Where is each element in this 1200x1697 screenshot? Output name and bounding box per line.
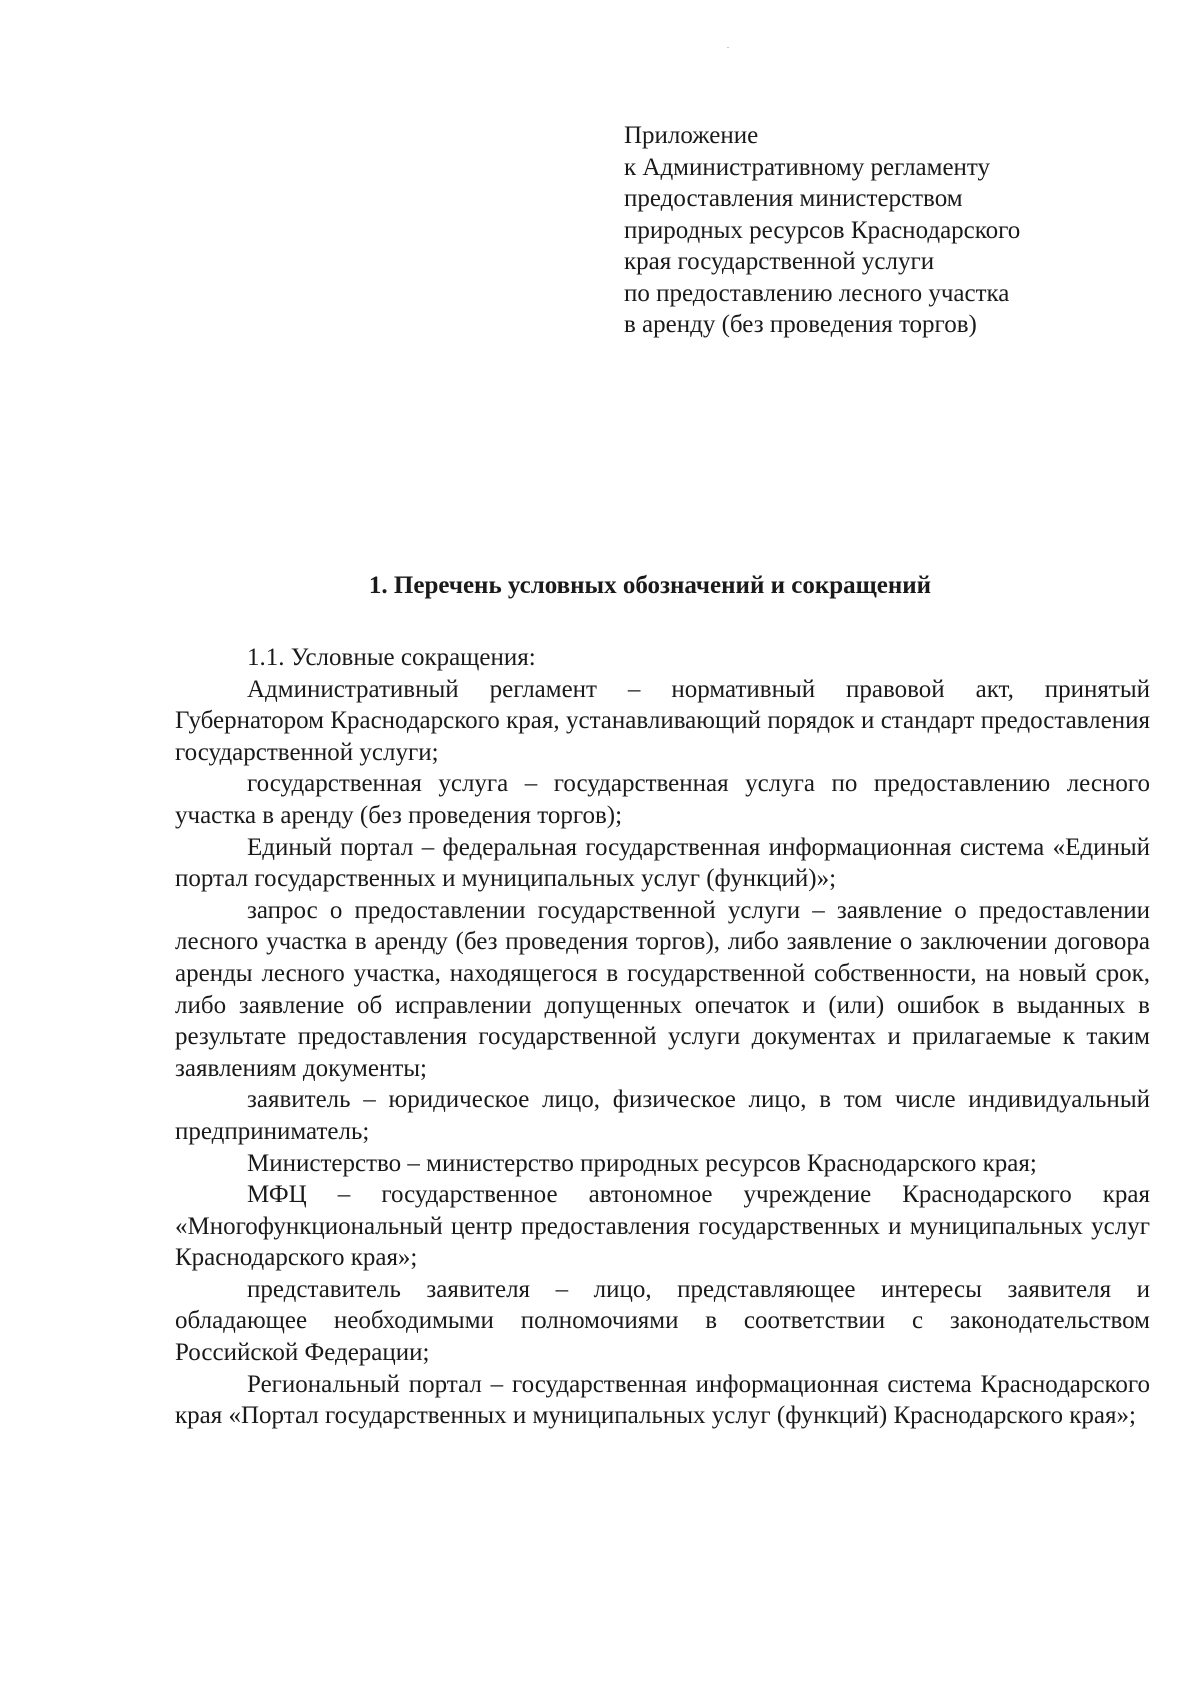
definition-paragraph: заявитель – юридическое лицо, физическое лицо, в том числе индивидуальный предприниматель; xyxy=(175,1086,1150,1145)
appendix-header xyxy=(624,120,1104,341)
appendix-line: в аренду (без проведения торгов) xyxy=(624,311,977,338)
definition-paragraph: Региональный портал – государственная информационная система Краснодарского края «Портал государственных и муниципальных услуг (функций) Краснодарского края»; xyxy=(175,1370,1150,1430)
appendix-line: края государственной услуги xyxy=(624,248,935,275)
appendix-line: Приложение xyxy=(624,122,759,149)
appendix-line: природных ресурсов Краснодарского xyxy=(624,216,1021,244)
appendix-line: к Административному регламенту xyxy=(624,153,991,181)
definition-paragraph: Единый портал – федеральная государственная информационная система «Единый портал государственных и муниципальных услуг (функций)»; xyxy=(175,833,1150,893)
appendix-line: предоставления министерством xyxy=(624,185,963,212)
definition-paragraph: запрос о предоставлении государственной услуги – заявление о предоставлении лесного участка в аренду (без проведения торгов), либо заявление о заключении договора аренды лесного участка, находящегося в государственной собственности, на новый срок, либо заявление об исправлении допущенных опечаток и (или) ошибок в выданных в результате предоставления государственной услуги документах и прилагаемые к таким заявлениям документы; xyxy=(175,896,1150,1082)
definition-paragraph: Министерство – министерство природных ресурсов Краснодарского края; xyxy=(247,1149,1037,1177)
appendix-line: по предоставлению лесного участка xyxy=(624,279,1010,307)
definition-paragraph: представитель заявителя – лицо, представляющее интересы заявителя и обладающее необходимыми полномочиями в соответствии с законодательством Российской Федерации; xyxy=(175,1275,1150,1367)
subsection-heading: 1.1. Условные сокращения: xyxy=(247,644,536,671)
definition-paragraph: Административный регламент – нормативный правовой акт, принятый Губернатором Краснодарского края, устанавливающий порядок и стандарт предоставления государственной услуги; xyxy=(175,675,1150,766)
section-body xyxy=(175,642,1150,1432)
definition-paragraph: МФЦ – государственное автономное учреждение Краснодарского края «Многофункциональный центр предоставления государственных и муниципальных услуг Краснодарского края»; xyxy=(175,1181,1150,1272)
section-heading: 1. Перечень условных обозначений и сокращений xyxy=(368,572,932,599)
scan-artifact xyxy=(727,47,729,48)
definition-paragraph: государственная услуга – государственная услуга по предоставлению лесного участка в аренду (без проведения торгов); xyxy=(175,770,1150,829)
